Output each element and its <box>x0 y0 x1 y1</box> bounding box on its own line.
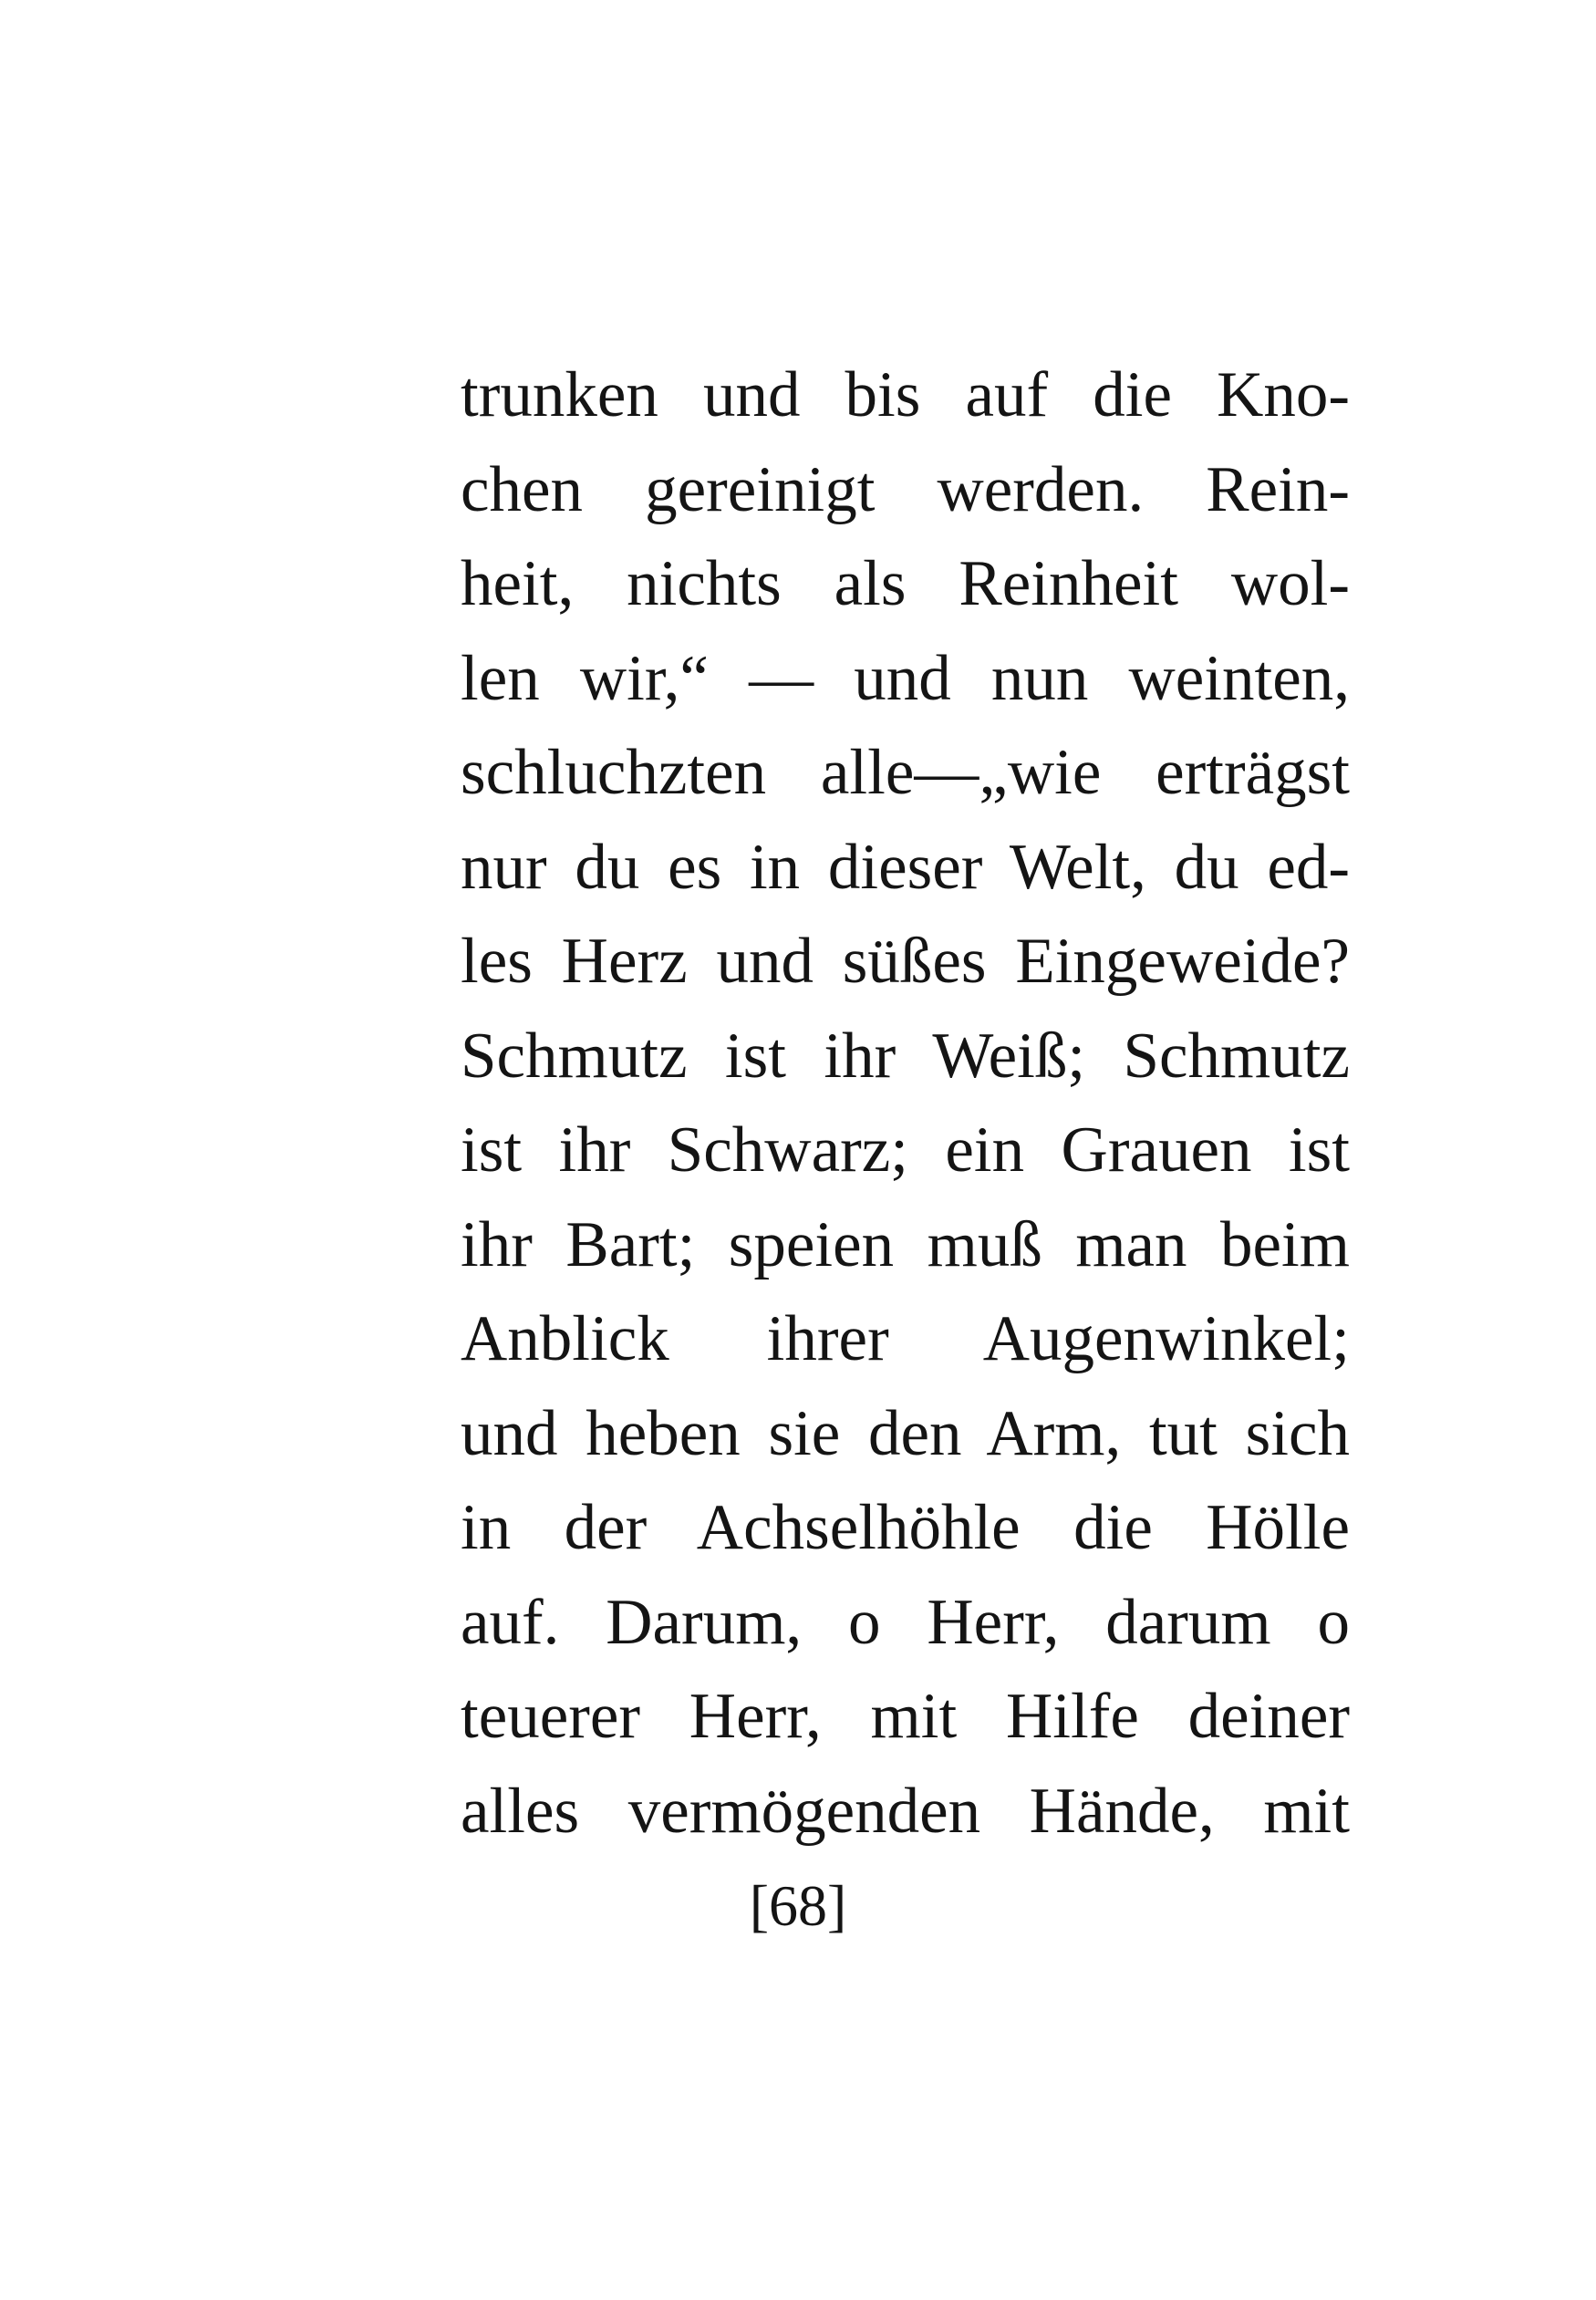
text-line: schluchzten alle—„wie erträgst <box>461 737 1350 808</box>
text-line: in der Achselhöhle die Hölle <box>461 1492 1350 1563</box>
text-line: les Herz und süßes Eingeweide? <box>461 926 1350 997</box>
page-number: [68] <box>749 1873 847 1938</box>
text-line: ihr Bart; speien muß man beim <box>461 1208 1350 1280</box>
text-line: teuerer Herr, mit Hilfe deiner <box>461 1681 1350 1752</box>
text-line: nur du es in dieser Welt, du ed- <box>461 831 1350 903</box>
text-line: trunken und bis auf die Kno- <box>461 359 1350 430</box>
text-line: und heben sie den Arm, tut sich <box>461 1397 1350 1469</box>
text-line: Anblick ihrer Augenwinkel; <box>461 1303 1350 1374</box>
text-line: chen gereinigt werden. Rein- <box>461 453 1350 525</box>
text-line: len wir,“ — und nun weinten, <box>461 642 1350 714</box>
text-line: alles vermögenden Hände, mit <box>461 1775 1350 1847</box>
text-line: auf. Darum, o Herr, darum o <box>461 1586 1350 1658</box>
text-line: Schmutz ist ihr Weiß; Schmutz <box>461 1020 1350 1092</box>
body-text <box>461 348 1350 1859</box>
text-line: heit, nichts als Reinheit wol- <box>461 548 1350 619</box>
text-line: ist ihr Schwarz; ein Grauen ist <box>461 1114 1350 1186</box>
